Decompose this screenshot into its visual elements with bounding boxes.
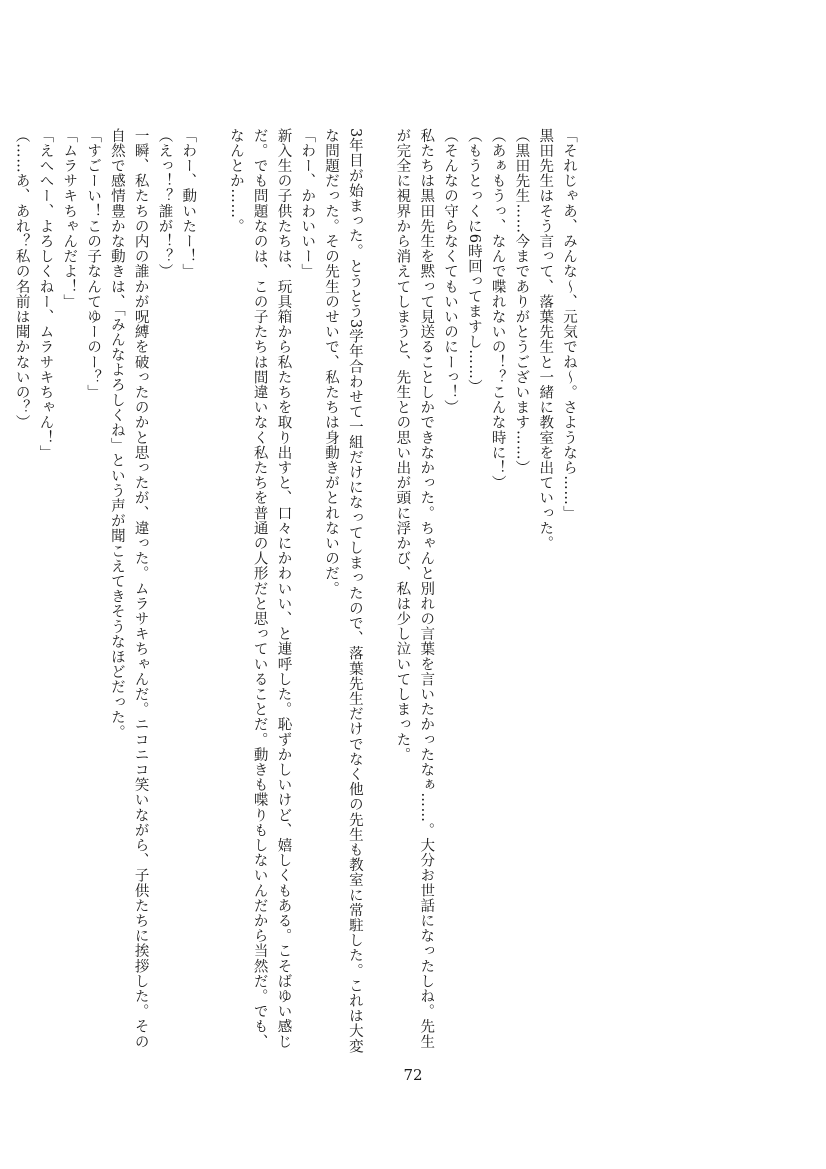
page-number: 72 (403, 1066, 423, 1084)
text-paragraph: 私たちは黒田先生を黙って見送ることしかできなかった。ちゃんと別れの言葉を言いたかったなぁ……。大分お世話になったしね。先生が完全に視界から消えてしまうと、先生との思い出が頭に浮かび、私は少し泣いてしまった。 (394, 128, 435, 1050)
body-text (9, 128, 580, 1058)
text-line: （えっ！？誰が！？） (156, 128, 173, 279)
text-line: 「えへへー、よろしくねー、ムラサキちゃん！」 (37, 128, 54, 461)
text-line: （もうとっくに6時回ってますし……） (465, 128, 482, 395)
text-line: （黒田先生……今までありがとうございます……） (513, 128, 530, 476)
text-paragraph: 新入生の子供たちは、玩具箱から私たちを取り出すと、口々にかわいい、と連呼した。恥ずかしいけど、嬉しくもある。こそばゆい感じだ。でも問題なのは、この子たちは間違いなく私たちを普通の人形だと思っていることだ。動きも喋りもしないんだから当然だ。でも、なんとか……。 (227, 128, 292, 1050)
text-line: 「ムラサキちゃんだよ！」 (61, 128, 78, 310)
text-line: （あぁもうっ、なんで喋れないの！？こんな時に！） (489, 128, 506, 491)
text-line: 「すごーい！この子なんてゆーのー？」 (85, 128, 102, 400)
text-line: 「わー、かわいいー」 (299, 128, 316, 279)
text-line: 黒田先生はそう言って、落葉先生と一緒に教室を出ていった。 (537, 128, 554, 551)
text-paragraph: 一瞬、私たちの内の誰かが呪縛を破ったのかと思ったが、違った。ムラサキちゃんだ。ニコニコ笑いながら、子供たちに挨拶した。その自然で感情豊かな動きは、「みんなよろしくね」という声が聞こえてきそうなほどだった。 (108, 128, 149, 1050)
text-paragraph: 3年目が始まった。とうとう3学年合わせて一組だけになってしまったので、落葉先生だけでなく他の先生も教室に常駐した。これは大変な問題だった。その先生のせいで、私たちは身動きがとれないのだ。 (323, 128, 363, 1054)
text-line: 「それじゃあ、みんな〜、元気でね〜。さようなら……」 (561, 128, 577, 521)
text-line: 「わー、動いたー！」 (180, 128, 197, 279)
text-line: （……あ、あれ？私の名前は聞かないの？） (13, 128, 30, 430)
text-line: （そんなの守らなくてもいいのにーっ！） (442, 128, 459, 415)
